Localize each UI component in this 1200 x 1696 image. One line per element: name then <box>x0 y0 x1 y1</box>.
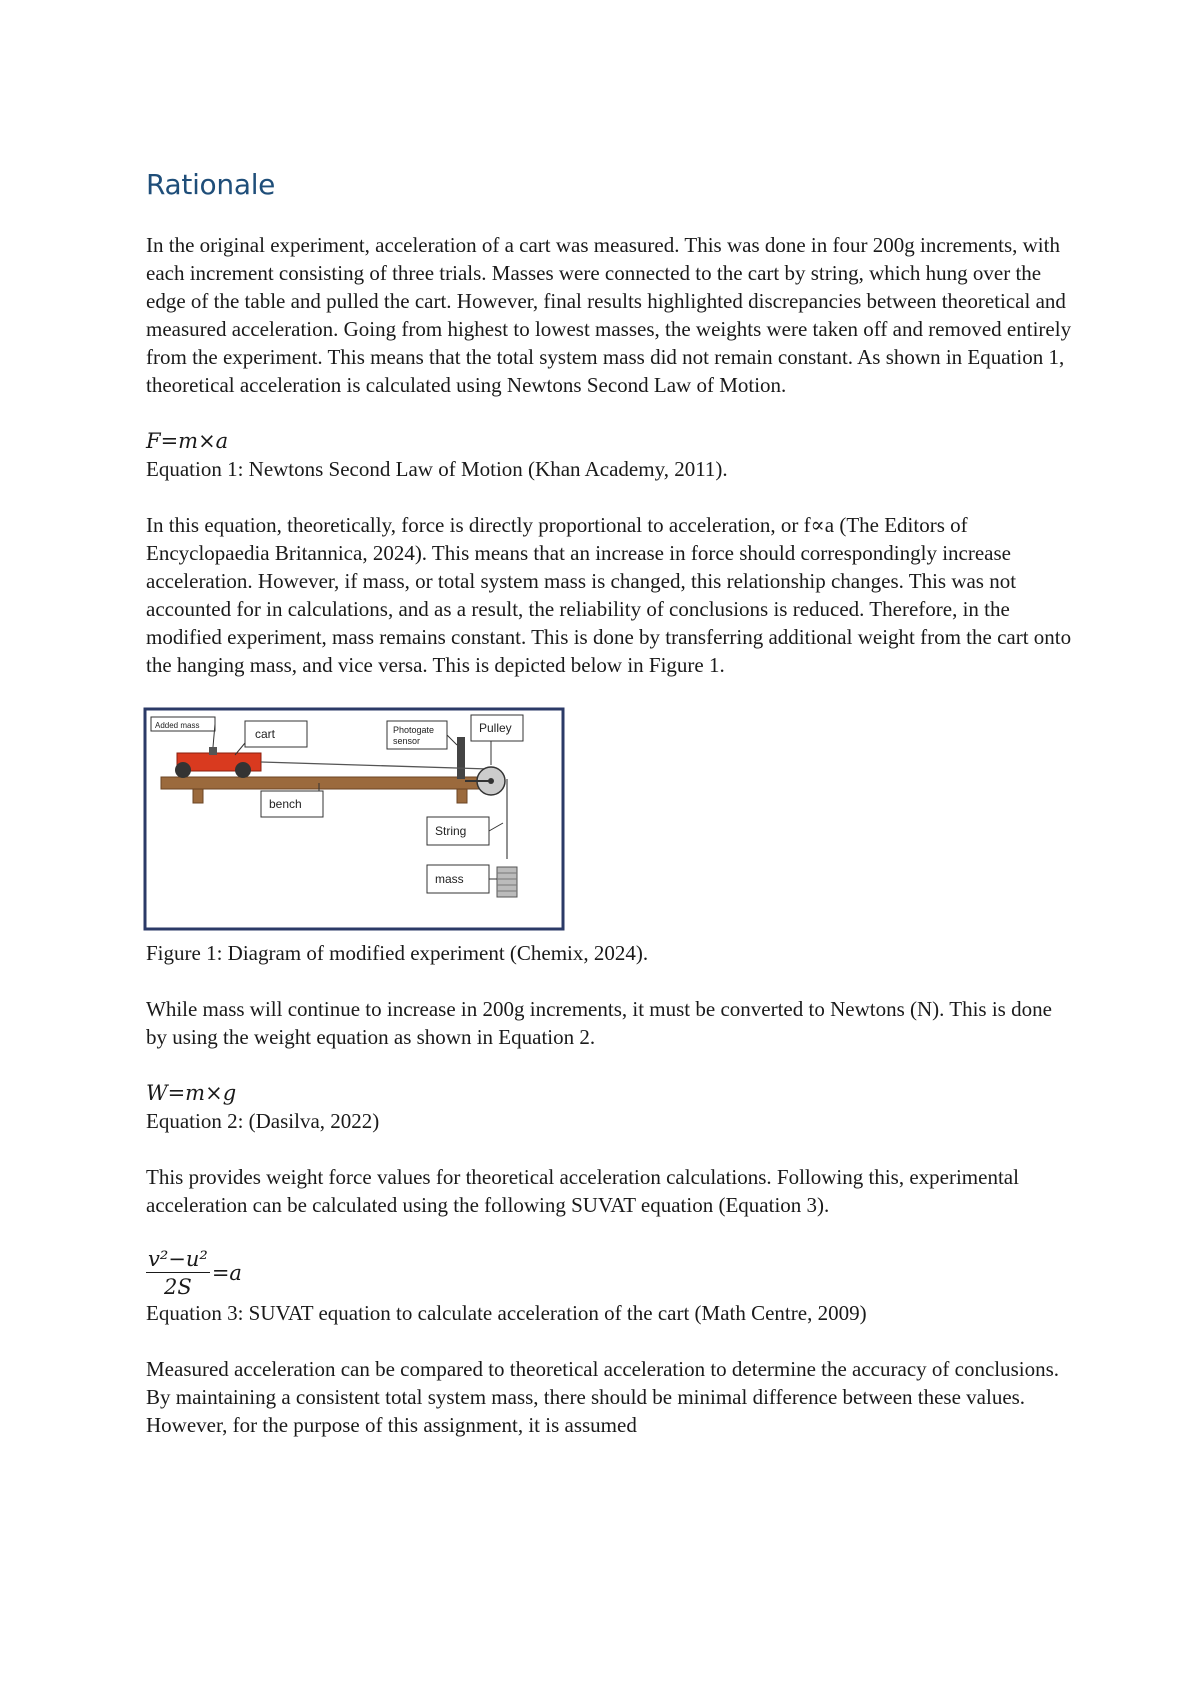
equation-1: F=m×a <box>146 429 229 453</box>
bench-leg-right <box>457 789 467 803</box>
paragraph-suvat-intro: This provides weight force values for theoretical acceleration calculations. Following this, experimental acceleration can be calculated using the following SUVAT equation (Equation 3). <box>146 1165 1019 1217</box>
equation-2: W=m×g <box>146 1081 237 1105</box>
added-mass-block <box>209 747 217 755</box>
label-photogate: Photogate <box>393 725 435 735</box>
hanging-mass <box>497 867 517 897</box>
label-pulley: Pulley <box>479 721 512 735</box>
equation-3-block <box>146 1247 1080 1327</box>
equation-3-numerator: v²−u² <box>148 1247 208 1271</box>
paragraph-proportionality: In this equation, theoretically, force is directly proportional to acceleration, or f∝a (The Editors of Encyclopaedia Britannica, 2024). This means that an increase in force should correspondingly increase acceleration. However, if mass, or total system mass is changed, this relationship changes. This was not accounted for in calculations, and as a result, the reliability of conclusions is reduced. Therefore, in the modified experiment, mass remains constant. This is done by transferring additional weight from the cart onto the hanging mass, and vice versa. This is depicted below in Figure 1. <box>146 513 1072 677</box>
figure-1-caption: Figure 1: Diagram of modified experiment (Chemix, 2024). <box>146 941 649 965</box>
label-bench: bench <box>269 797 302 811</box>
bench-top <box>161 777 501 789</box>
bench-leg-left <box>193 789 203 803</box>
label-added-mass: Added mass <box>155 721 200 730</box>
label-string: String <box>435 824 467 838</box>
paragraph-weight-conversion: While mass will continue to increase in 200g increments, it must be converted to Newtons (N). This is done by using the weight equation as shown in Equation 2. <box>146 997 1052 1049</box>
section-heading: Rationale <box>146 168 276 201</box>
label-cart: cart <box>255 727 276 741</box>
equation-1-block <box>146 427 1080 483</box>
equation-3-rhs: =a <box>211 1261 242 1285</box>
photogate-sensor <box>457 737 465 779</box>
equation-3-denominator: 2S <box>164 1275 192 1299</box>
label-sensor: sensor <box>393 736 421 746</box>
figure-1-diagram <box>143 707 565 931</box>
paragraph-original-experiment: In the original experiment, acceleration of a cart was measured. This was done in four 200g increments, with each increment consisting of three trials. Masses were connected to the cart by string, which hung over the edge of the table and pulled the cart. However, final results highlighted discrepancies between theoretical and measured acceleration. Going from highest to lowest masses, the weights were taken off and removed entirely from the experiment. This means that the total system mass did not remain constant. As shown in Equation 1, theoretical acceleration is calculated using Newtons Second Law of Motion. <box>146 233 1072 397</box>
paragraph-comparison: Measured acceleration can be compared to theoretical acceleration to determine the accuracy of conclusions. By maintaining a consistent total system mass, there should be minimal difference between these values. However, for the purpose of this assignment, it is assumed <box>146 1357 1060 1437</box>
equation-1-caption: Equation 1: Newtons Second Law of Motion (Khan Academy, 2011). <box>146 457 728 481</box>
equation-2-caption: Equation 2: (Dasilva, 2022) <box>146 1109 380 1133</box>
cart-wheel-left <box>175 762 191 778</box>
equation-3-caption: Equation 3: SUVAT equation to calculate acceleration of the cart (Math Centre, 2009) <box>146 1301 867 1325</box>
label-mass: mass <box>435 872 464 886</box>
cart-wheel-right <box>235 762 251 778</box>
equation-2-block <box>146 1079 1080 1135</box>
equation-3 <box>146 1247 242 1299</box>
equation-3-fraction <box>146 1247 210 1299</box>
experiment-diagram <box>143 707 565 931</box>
